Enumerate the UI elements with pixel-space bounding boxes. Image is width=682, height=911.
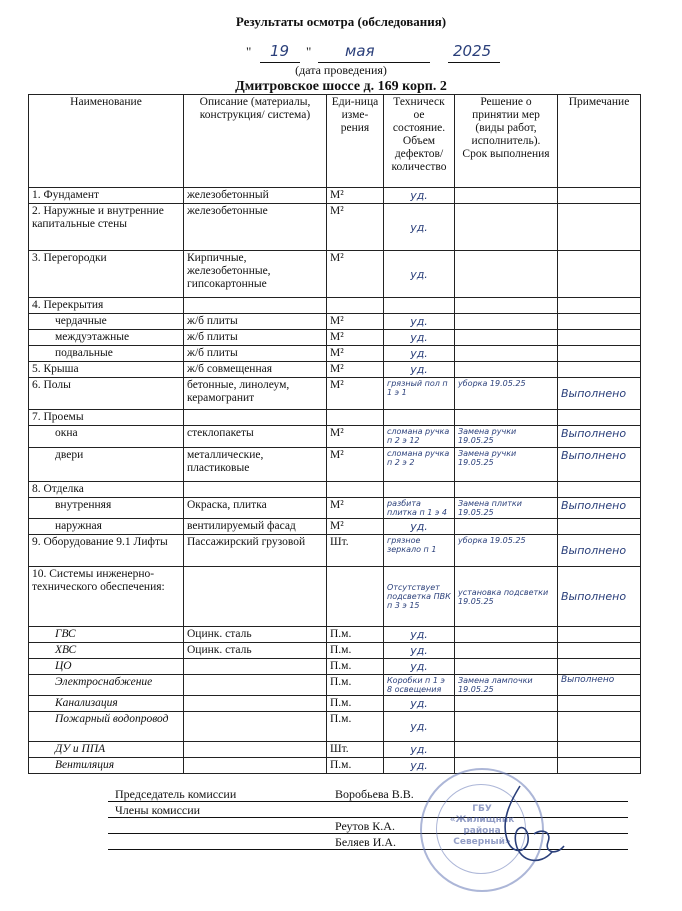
- table-row: [29, 742, 641, 758]
- date-caption: (дата проведения): [295, 63, 387, 77]
- row-note: [558, 696, 641, 712]
- row-name: Канализация: [29, 696, 184, 712]
- row-desc: Пассажирский грузовой: [184, 535, 327, 567]
- row-unit: М²: [327, 346, 384, 362]
- table-row: [29, 330, 641, 346]
- table-row: [29, 519, 641, 535]
- row-desc: бетонные, линолеум, керамогранит: [184, 378, 327, 410]
- row-note: [558, 298, 641, 314]
- row-note: Выполнено: [558, 426, 641, 448]
- row-unit: М²: [327, 498, 384, 519]
- stamp-line-1: ГБУ: [472, 804, 492, 814]
- row-decision: [455, 410, 558, 426]
- row-name: подвальные: [29, 346, 184, 362]
- row-note: [558, 627, 641, 643]
- row-decision: [455, 330, 558, 346]
- row-name: внутренняя: [29, 498, 184, 519]
- row-desc: [184, 675, 327, 696]
- table-row: [29, 696, 641, 712]
- row-condition: уд.: [384, 204, 455, 251]
- row-condition: [384, 298, 455, 314]
- member-2-name: Беляев И.А.: [335, 835, 397, 849]
- row-name: наружная: [29, 519, 184, 535]
- handwritten-signature: [490, 782, 570, 872]
- row-desc: железобетонные: [184, 204, 327, 251]
- row-condition: уд.: [384, 346, 455, 362]
- table-row: [29, 410, 641, 426]
- row-note: [558, 251, 641, 298]
- row-unit: П.м.: [327, 675, 384, 696]
- row-name: междуэтажные: [29, 330, 184, 346]
- row-name: ГВС: [29, 627, 184, 643]
- row-decision: [455, 659, 558, 675]
- row-unit: М²: [327, 448, 384, 482]
- row-name: ХВС: [29, 643, 184, 659]
- table-row: [29, 643, 641, 659]
- row-desc: Кирпичные, железобетонные, гипсокартонные: [184, 251, 327, 298]
- chair-name: Воробьева В.В.: [335, 787, 414, 801]
- header-condition: Техническ ое состояние. Объем дефектов/ количество: [384, 95, 455, 188]
- row-unit: М²: [327, 426, 384, 448]
- row-decision: [455, 696, 558, 712]
- row-decision: Замена ручки 19.05.25: [455, 448, 558, 482]
- table-row: [29, 627, 641, 643]
- stamp-line-2: «Жилищник: [449, 815, 515, 825]
- row-desc: [184, 567, 327, 627]
- header-name: Наименование: [29, 95, 184, 188]
- row-desc: стеклопакеты: [184, 426, 327, 448]
- row-note: [558, 410, 641, 426]
- row-decision: [455, 204, 558, 251]
- row-note: [558, 346, 641, 362]
- row-name: 4. Перекрытия: [29, 298, 184, 314]
- table-row: [29, 362, 641, 378]
- row-unit: Шт.: [327, 742, 384, 758]
- row-desc: железобетонный: [184, 188, 327, 204]
- table-row: [29, 346, 641, 362]
- row-condition: сломана ручка п 2 э 2: [384, 448, 455, 482]
- quote-close: ": [306, 44, 312, 59]
- address-heading: Дмитровское шоссе д. 169 корп. 2: [235, 79, 447, 94]
- row-condition: уд.: [384, 188, 455, 204]
- table-row: [29, 675, 641, 696]
- table-row: [29, 448, 641, 482]
- row-note: [558, 742, 641, 758]
- stamp-line-3: района: [463, 826, 501, 836]
- row-unit: П.м.: [327, 627, 384, 643]
- row-decision: уборка 19.05.25: [455, 378, 558, 410]
- row-condition: [384, 410, 455, 426]
- row-condition: уд.: [384, 742, 455, 758]
- document-title: Результаты осмотра (обследования): [235, 14, 447, 29]
- row-desc: Оцинк. сталь: [184, 627, 327, 643]
- row-decision: [455, 742, 558, 758]
- row-condition: Отсутствует подсветка ПВК п 3 э 15: [384, 567, 455, 627]
- row-name: Вентиляция: [29, 758, 184, 774]
- row-decision: Замена ручки 19.05.25: [455, 426, 558, 448]
- table-row: [29, 659, 641, 675]
- row-note: [558, 362, 641, 378]
- row-note: Выполнено: [558, 498, 641, 519]
- row-name: двери: [29, 448, 184, 482]
- row-name: 10. Системы инженерно-технического обеспечения:: [29, 567, 184, 627]
- row-condition: уд.: [384, 758, 455, 774]
- row-note: [558, 519, 641, 535]
- date-year: 2025: [453, 42, 492, 60]
- row-unit: П.м.: [327, 696, 384, 712]
- table-row: [29, 482, 641, 498]
- row-unit: М²: [327, 362, 384, 378]
- row-unit: М²: [327, 378, 384, 410]
- row-desc: [184, 410, 327, 426]
- table-header-row: [29, 95, 641, 188]
- table-row: [29, 188, 641, 204]
- row-condition: уд.: [384, 696, 455, 712]
- row-note: [558, 659, 641, 675]
- row-note: [558, 758, 641, 774]
- row-unit: П.м.: [327, 643, 384, 659]
- row-note: [558, 643, 641, 659]
- row-decision: уборка 19.05.25: [455, 535, 558, 567]
- table-row: [29, 204, 641, 251]
- row-desc: [184, 659, 327, 675]
- row-condition: [384, 482, 455, 498]
- row-unit: П.м.: [327, 659, 384, 675]
- row-note: [558, 712, 641, 742]
- row-condition: уд.: [384, 712, 455, 742]
- row-note: [558, 204, 641, 251]
- row-name: 5. Крыша: [29, 362, 184, 378]
- table-row: [29, 378, 641, 410]
- table-row: [29, 712, 641, 742]
- quote-open: ": [246, 44, 252, 59]
- row-condition: уд.: [384, 362, 455, 378]
- row-decision: [455, 188, 558, 204]
- row-condition: уд.: [384, 314, 455, 330]
- row-decision: [455, 251, 558, 298]
- row-unit: [327, 567, 384, 627]
- row-note: Выполнено: [558, 448, 641, 482]
- table-row: [29, 535, 641, 567]
- row-decision: [455, 482, 558, 498]
- row-desc: [184, 482, 327, 498]
- row-decision: Замена плитки 19.05.25: [455, 498, 558, 519]
- row-desc: ж/б плиты: [184, 346, 327, 362]
- member-1-name: Реутов К.А.: [335, 819, 395, 833]
- row-unit: М²: [327, 251, 384, 298]
- row-unit: М²: [327, 519, 384, 535]
- row-note: Выполнено: [558, 567, 641, 627]
- stamp-line-4: Северный»: [453, 837, 511, 847]
- row-condition: Коробки п 1 э 8 освещения: [384, 675, 455, 696]
- row-desc: ж/б плиты: [184, 314, 327, 330]
- row-name: 7. Проемы: [29, 410, 184, 426]
- row-desc: [184, 742, 327, 758]
- table-row: [29, 251, 641, 298]
- row-decision: [455, 627, 558, 643]
- row-decision: [455, 346, 558, 362]
- row-note: [558, 188, 641, 204]
- row-unit: П.м.: [327, 758, 384, 774]
- row-condition: сломана ручка п 2 э 12: [384, 426, 455, 448]
- row-unit: М²: [327, 314, 384, 330]
- row-unit: М²: [327, 330, 384, 346]
- row-unit: П.м.: [327, 712, 384, 742]
- row-unit: М²: [327, 204, 384, 251]
- row-condition: грязный пол п 1 э 1: [384, 378, 455, 410]
- row-name: 9. Оборудование 9.1 Лифты: [29, 535, 184, 567]
- row-desc: Окраска, плитка: [184, 498, 327, 519]
- row-name: 6. Полы: [29, 378, 184, 410]
- row-name: 2. Наружные и внутренние капитальные стены: [29, 204, 184, 251]
- row-desc: [184, 712, 327, 742]
- table-row: [29, 498, 641, 519]
- row-condition: уд.: [384, 627, 455, 643]
- row-condition: уд.: [384, 330, 455, 346]
- row-name: ЦО: [29, 659, 184, 675]
- row-name: ДУ и ППА: [29, 742, 184, 758]
- chair-label: Председатель комиссии: [115, 787, 237, 801]
- row-decision: [455, 314, 558, 330]
- row-name: чердачные: [29, 314, 184, 330]
- row-note: Выполнено: [558, 535, 641, 567]
- row-condition: уд.: [384, 659, 455, 675]
- row-decision: [455, 643, 558, 659]
- row-unit: [327, 298, 384, 314]
- row-name: 3. Перегородки: [29, 251, 184, 298]
- row-desc: [184, 696, 327, 712]
- table-row: [29, 567, 641, 627]
- date-month: мая: [345, 42, 375, 60]
- members-label: Члены комиссии: [115, 803, 201, 817]
- header-decision: Решение о принятии мер (виды работ, исполнитель). Срок выполнения: [455, 95, 558, 188]
- row-decision: [455, 298, 558, 314]
- header-description: Описание (материалы, конструкция/ система): [184, 95, 327, 188]
- table-row: [29, 298, 641, 314]
- header-unit: Еди-ница изме-рения: [327, 95, 384, 188]
- row-decision: установка подсветки 19.05.25: [455, 567, 558, 627]
- date-day: 19: [270, 42, 290, 60]
- table-row: [29, 758, 641, 774]
- header-note: Примечание: [558, 95, 641, 188]
- row-name: 1. Фундамент: [29, 188, 184, 204]
- row-decision: Замена лампочки 19.05.25: [455, 675, 558, 696]
- inspection-table: [28, 94, 641, 774]
- row-unit: [327, 410, 384, 426]
- row-condition: уд.: [384, 643, 455, 659]
- row-note: [558, 482, 641, 498]
- table-row: [29, 426, 641, 448]
- row-name: 8. Отделка: [29, 482, 184, 498]
- row-unit: М²: [327, 188, 384, 204]
- row-note: Выполнено: [558, 378, 641, 410]
- row-name: Электроснабжение: [29, 675, 184, 696]
- row-desc: металлические, пластиковые: [184, 448, 327, 482]
- row-condition: разбита плитка п 1 э 4: [384, 498, 455, 519]
- row-name: Пожарный водопровод: [29, 712, 184, 742]
- row-desc: [184, 298, 327, 314]
- row-condition: грязное зеркало п 1: [384, 535, 455, 567]
- row-condition: уд.: [384, 519, 455, 535]
- row-note: Выполнено: [558, 675, 641, 696]
- row-decision: [455, 519, 558, 535]
- row-note: [558, 314, 641, 330]
- row-decision: [455, 362, 558, 378]
- row-note: [558, 330, 641, 346]
- row-unit: Шт.: [327, 535, 384, 567]
- row-desc: [184, 758, 327, 774]
- row-desc: ж/б совмещенная: [184, 362, 327, 378]
- row-desc: Оцинк. сталь: [184, 643, 327, 659]
- row-condition: уд.: [384, 251, 455, 298]
- row-name: окна: [29, 426, 184, 448]
- table-row: [29, 314, 641, 330]
- row-unit: [327, 482, 384, 498]
- row-decision: [455, 712, 558, 742]
- row-desc: ж/б плиты: [184, 330, 327, 346]
- row-desc: вентилируемый фасад: [184, 519, 327, 535]
